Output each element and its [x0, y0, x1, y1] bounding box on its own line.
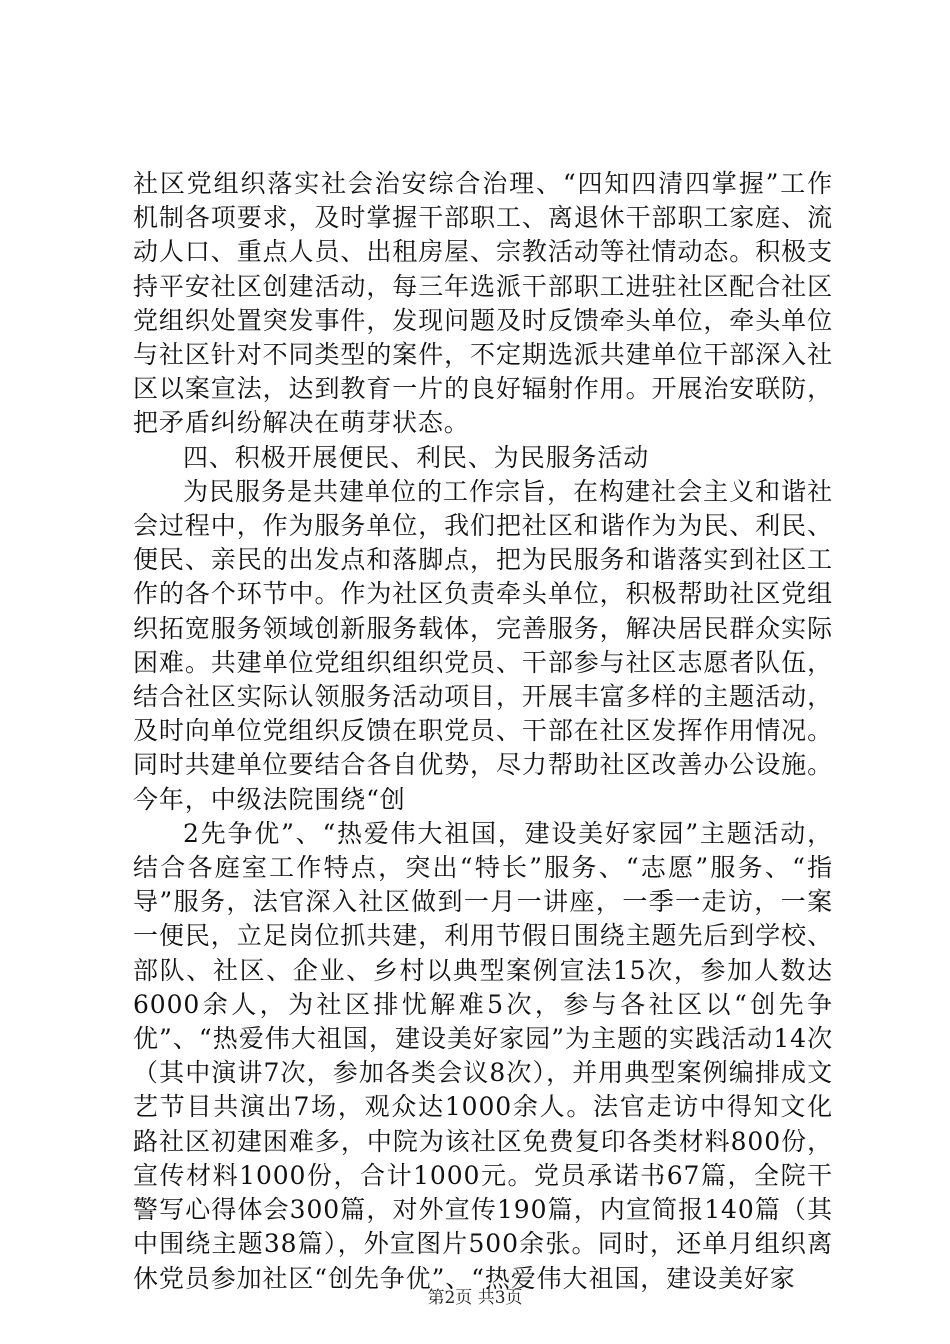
page-number-footer: 第2页 共3页 — [427, 1288, 523, 1308]
document-body — [133, 167, 833, 1296]
paragraph-court-activities: 2先争优”、“热爱伟大祖国，建设美好家园”主题活动，结合各庭室工作特点，突出“特长”服务、“志愿”服务、“指导”服务，法官深入社区做到一月一讲座，一季一走访，一案一便民，立足岗位抓共建，利用节假日围绕主题先后到学校、部队、社区、企业、乡村以典型案例宣法15次，参加人数达6000余人，为社区排忧解难5次，参与各社区以“创先争优”、“热爱伟大祖国，建设美好家园”为主题的实践活动14次（其中演讲7次，参加各类会议8次），并用典型案例编排成文艺节目共演出7场，观众达1000余人。法官走访中得知文化路社区初建困难多，中院为该社区免费复印各类材料800份，宣传材料1000份，合计1000元。党员承诺书67篇，全院干警写心得体会300篇，对外宣传190篇，内宣简报140篇（其中围绕主题38篇），外宣图片500余张。同时，还单月组织离休党员参加社区“创先争优”、“热爱伟大祖国，建设美好家 — [133, 818, 833, 1293]
section-heading-service: 四、积极开展便民、利民、为民服务活动 — [183, 442, 650, 472]
paragraph-service-purpose: 为民服务是共建单位的工作宗旨，在构建社会主义和谐社会过程中，作为服务单位，我们把社区和谐作为为民、利民、便民、亲民的出发点和落脚点，把为民服务和谐落实到社区工作的各个环节中。作为社区负责牵头单位，积极帮助社区党组织拓宽服务领域创新服务载体，完善服务，解决居民群众实际困难。共建单位党组织组织党员、干部参与社区志愿者队伍，结合社区实际认领服务活动项目，开展丰富多样的主题活动，及时向单位党组织反馈在职党员、干部在社区发挥作用情况。同时共建单位要结合各自优势，尽力帮助社区改善办公设施。今年，中级法院围绕“创 — [133, 476, 833, 814]
paragraph-public-security: 社区党组织落实社会治安综合治理、“四知四清四掌握”工作机制各项要求，及时掌握干部职工、离退休干部职工家庭、流动人口、重点人员、出租房屋、宗教活动等社情动态。积极支持平安社区创建活动，每三年选派干部职工进驻社区配合社区党组织处置突发事件，发现问题及时反馈牵头单位，牵头单位与社区针对不同类型的案件，不定期选派共建单位干部深入社区以案宣法，达到教育一片的良好辐射作用。开展治安联防，把矛盾纠纷解决在萌芽状态。 — [133, 169, 833, 438]
